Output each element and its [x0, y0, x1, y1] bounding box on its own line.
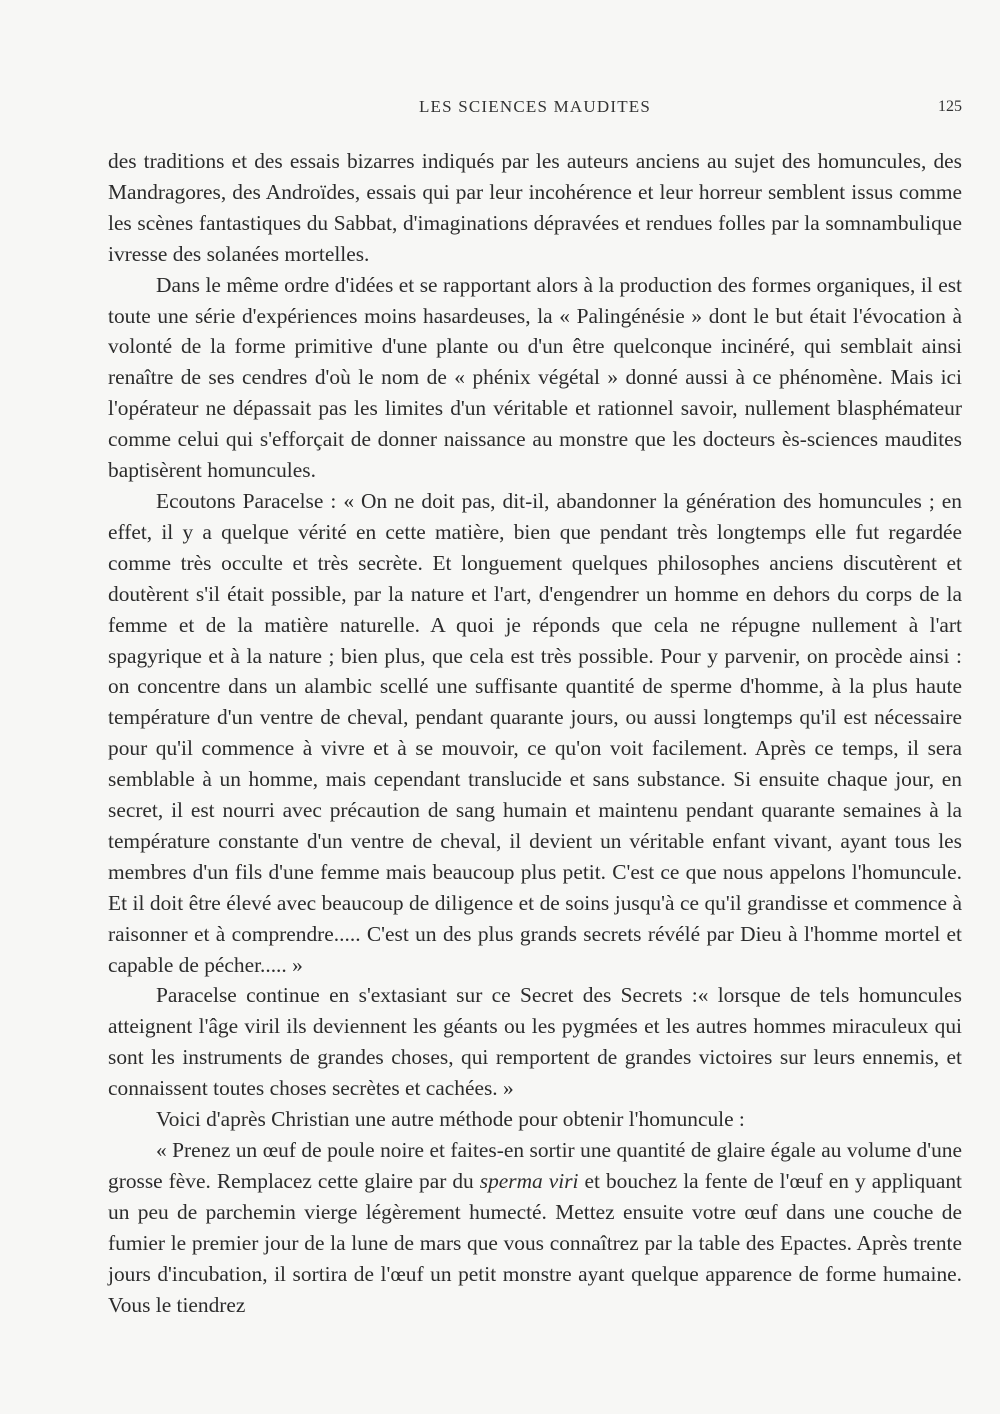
paragraph-palingenesis: Dans le même ordre d'idées et se rapportant alors à la production des formes organiques, il est toute une série d'expériences moins hasardeuses, la « Palingénésie » dont le but était l'évocation à volonté de la forme primitive d'une plante ou d'un être quelconque incinéré, qui semblait ainsi renaître de ses cendres d'où le nom de « phénix végétal » donné aussi à ce phénomène. Mais ici l'opérateur ne dépassait pas les limites d'un véritable et rationnel savoir, nullement blasphémateur comme celui qui s'efforçait de donner naissance au monstre que les docteurs ès-sciences maudites baptisèrent homuncules. — [108, 272, 962, 483]
paragraph-paracelsus-continues: Paracelse continue en s'extasiant sur ce Secret des Secrets :« lorsque de tels homuncules atteignent l'âge viril ils deviennent les géants ou les pygmées et les autres hommes miraculeux qui sont les instruments de grandes choses, qui remportent de grandes victoires sur leurs ennemis, et connaissent toutes choses secrètes et cachées. » — [108, 983, 962, 1101]
paragraph-continuation: des traditions et des essais bizarres indiqués par les auteurs anciens au sujet des homuncules, des Mandragores, des Androïdes, essais qui par leur incohérence et leur horreur semblent issus comme les scènes fantastiques du Sabbat, d'imaginations dépravées et rendues folles par la somnambulique ivresse des solanées mortelles. — [108, 149, 962, 266]
paragraph-egg-recipe — [108, 1135, 962, 1320]
running-header — [108, 97, 962, 123]
latin-term: sperma viri — [479, 1168, 579, 1193]
body-text — [108, 146, 962, 1320]
recipe-text-end: et bouchez la fente de l'œuf en y appliquant un peu de parchemin vierge légèrement humecté. Mettez ensuite votre œuf dans une couche de fumier le premier jour de la lune de mars que vous connaîtrez par la table des Epactes. Après trente jours d'incubation, il sortira de l'œuf un petit monstre ayant quelque apparence de forme humaine. Vous le tiendrez — [108, 1168, 962, 1317]
paragraph-paracelsus-quote: Ecoutons Paracelse : « On ne doit pas, dit-il, abandonner la génération des homuncules ; en effet, il y a quelque vérité en cette matière, bien que pendant très longtemps elle fut regardée comme très occulte et très secrète. Et longuement quelques philosophes anciens discutèrent et doutèrent s'il était possible, par la nature et l'art, d'engendrer un homme en dehors du corps de la femme et de la matière naturelle. A quoi je réponds que cela ne répugne nullement à l'art spagyrique et à la nature ; bien plus, que cela est très possible. Pour y parvenir, on procède ainsi : on concentre dans un alambic scellé une suffisante quantité de sperme d'homme, à la plus haute température d'un ventre de cheval, pendant quarante jours, ou aussi longtemps qu'il est nécessaire pour qu'il commence à vivre et à se mouvoir, ce qu'on voit facilement. Après ce temps, il sera semblable à un homme, mais cependant translucide et sans substance. Si ensuite chaque jour, en secret, il est nourri avec précaution de sang humain et maintenu pendant quarante semaines à la température constante d'un ventre de cheval, il devient un véritable enfant vivant, ayant tous les membres d'un fils d'une femme mais beaucoup plus petit. C'est ce que nous appelons l'homuncule. Et il doit être élevé avec beaucoup de diligence et de soins jusqu'à ce qu'il grandisse et commence à raisonner et à comprendre..... C'est un des plus grands secrets révélé par Dieu à l'homme mortel et capable de pécher..... » — [108, 488, 962, 977]
running-title: LES SCIENCES MAUDITES — [418, 97, 652, 116]
paragraph-christian-method-intro: Voici d'après Christian une autre méthode pour obtenir l'homuncule : — [156, 1107, 745, 1132]
recipe-text-start: « Prenez un œuf de poule noire et faites-en sortir une quantité de glaire égale au volume d'une grosse fève. Remplacez cette glaire par du — [108, 1138, 962, 1193]
page-number: 125 — [938, 98, 962, 115]
